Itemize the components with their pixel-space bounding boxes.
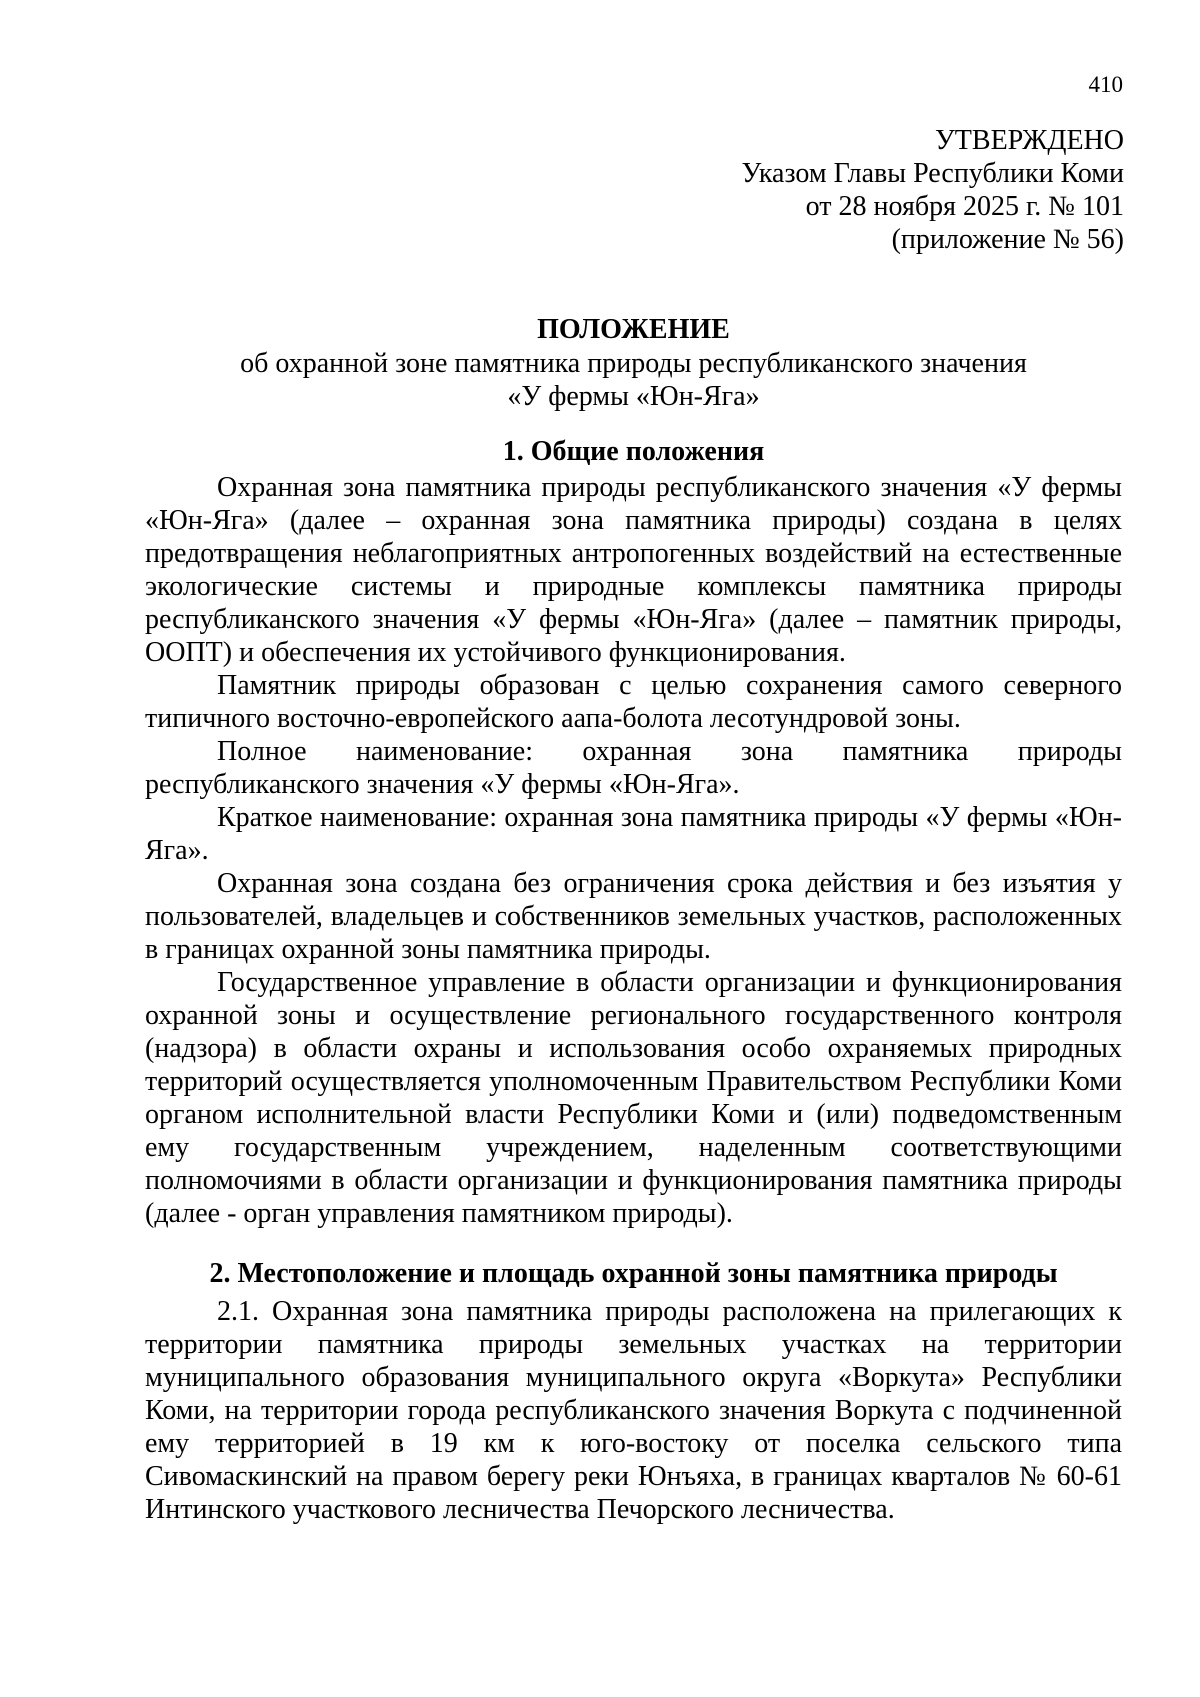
paragraph: Охранная зона памятника природы республиканского значения «У фермы «Юн-Яга» (далее – охранная зона памятника природы) создана в целях предотвращения неблагоприятных антропогенных воздействий на естественные экологические системы и природные комплексы памятника природы республиканского значения «У фермы «Юн-Яга» (далее – памятник природы, ООПТ) и обеспечения их устойчивого функционирования.	[145, 472, 1122, 668]
page-number: 410	[1088, 72, 1123, 97]
paragraph: Охранная зона создана без ограничения срока действия и без изъятия у пользователей, владельцев и собственников земельных участков, расположенных в границах охранной зоны памятника природы.	[145, 868, 1122, 965]
paragraph: Полное наименование: охранная зона памятника природы республиканского значения «У фермы «Юн-Яга».	[145, 736, 1122, 800]
approval-block	[742, 124, 1124, 256]
document-subtitle-line-2: «У фермы «Юн-Яга»	[507, 381, 760, 412]
document-body	[145, 313, 1122, 1526]
paragraph: Государственное управление в области организации и функционирования охранной зоны и осуществление регионального государственного контроля (надзора) в области охраны и использования особо охраняемых природных территорий осуществляется уполномоченным Правительством Республики Коми органом исполнительной власти Республики Коми и (или) подведомственным ему государственным учреждением, наделенным соответствующими полномочиями в области организации и функционирования памятника природы (далее - орган управления памятником природы).	[145, 967, 1122, 1229]
approval-date-number: от 28 ноября 2025 г. № 101	[805, 191, 1124, 222]
approval-appendix: (приложение № 56)	[891, 224, 1124, 255]
paragraph: 2.1. Охранная зона памятника природы расположена на прилегающих к территории памятника природы земельных участках на территории муниципального образования муниципального округа «Воркута» Республики Коми, на территории города республиканского значения Воркута с подчиненной ему территорией в 19 км к юго-востоку от поселка сельского типа Сивомаскинский на правом берегу реки Юнъяха, в границах кварталов № 60-61 Интинского участкового лесничества Печорского лесничества.	[145, 1296, 1122, 1525]
paragraph: Памятник природы образован с целью сохранения самого северного типичного восточно-европейского аапа-болота лесотундровой зоны.	[145, 670, 1122, 734]
section-location	[145, 1257, 1122, 1526]
approval-status: УТВЕРЖДЕНО	[934, 125, 1124, 156]
paragraph: Краткое наименование: охранная зона памятника природы «У фермы «Юн-Яга».	[145, 802, 1122, 866]
document-subtitle-line-1: об охранной зоне памятника природы республиканского значения	[240, 348, 1027, 379]
section-heading: 1. Общие положения	[502, 436, 765, 467]
document-title: ПОЛОЖЕНИЕ	[537, 314, 730, 345]
section-heading: 2. Местоположение и площадь охранной зоны памятника природы	[209, 1258, 1058, 1289]
section-general	[145, 435, 1122, 1230]
approval-authority: Указом Главы Республики Коми	[741, 158, 1124, 189]
